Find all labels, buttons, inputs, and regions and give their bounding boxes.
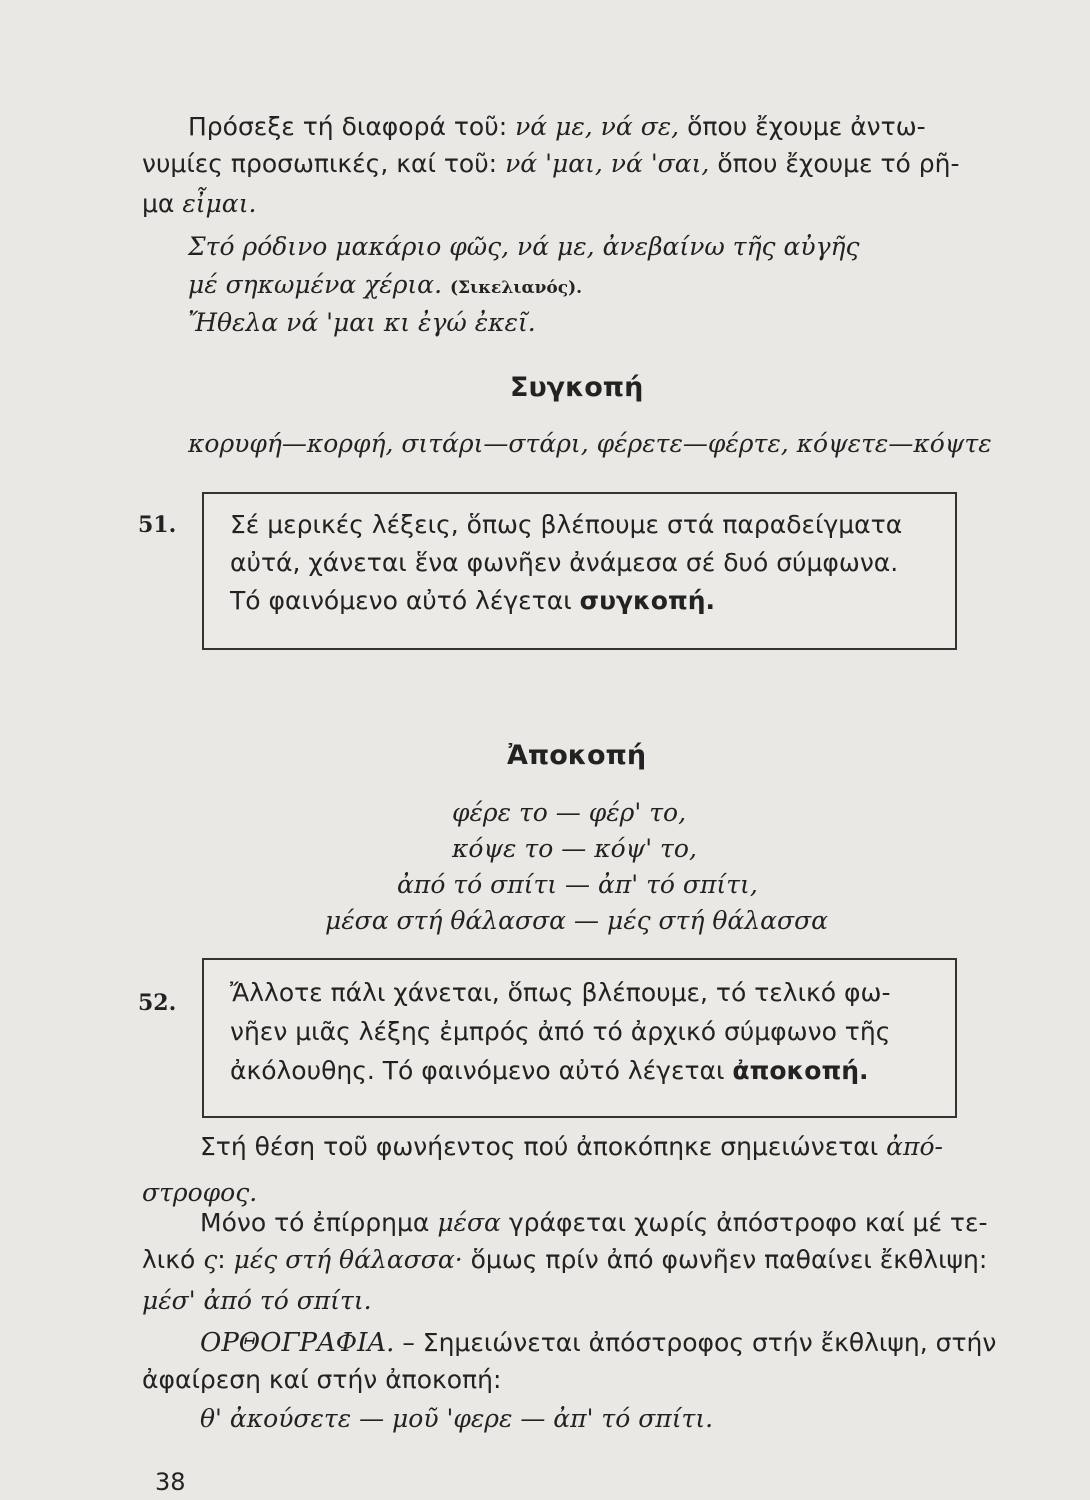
apocope-example-1: φέρε το — φέρ' το,	[452, 798, 687, 827]
intro-text: Πρόσεξε τή διαφορά τοῦ:	[188, 112, 516, 141]
body-text: :	[217, 1245, 234, 1274]
body-text: Στή θέση τοῦ φωνήεντος πού ἀποκόπηκε σημειώνεται	[200, 1132, 887, 1161]
orthography-label: ΟΡΘΟΓΡΑΦΙΑ.	[200, 1328, 395, 1358]
rule-52-box	[202, 958, 957, 1118]
rule-51-line-2: αὐτά, χάνεται ἕνα φωνῆεν ἀνάμεσα σέ δυό σύμφωνα.	[230, 548, 899, 577]
orthography-line-1	[200, 1326, 996, 1360]
syncope-heading: Συγκοπή	[510, 372, 644, 403]
rule-text: Τό φαινόμενο αὐτό λέγεται	[230, 586, 580, 615]
intro-line-1	[188, 110, 926, 144]
apostrophe-line-5: μέσ' ἀπό τό σπίτι.	[142, 1286, 372, 1315]
body-text: λικό	[142, 1245, 204, 1274]
poem-line-3: Ἤθελα νά 'μαι κι ἐγώ ἐκεῖ.	[188, 308, 536, 337]
body-text: γράφεται χωρίς ἀπόστροφο καί μέ τε-	[500, 1208, 988, 1237]
rule-text: ἀκόλουθης. Τό φαινόμενο αὐτό λέγεται	[230, 1056, 733, 1085]
apostrophe-line-4	[142, 1243, 987, 1277]
rule-term: συγκοπή.	[579, 586, 716, 615]
apostrophe-line-3	[200, 1206, 988, 1240]
intro-line-3	[142, 187, 256, 221]
body-term: μές στή θάλασσα·	[233, 1245, 463, 1274]
apostrophe-line-1	[200, 1130, 943, 1164]
rule-number-52: 52.	[138, 990, 177, 1016]
page-number: 38	[155, 1468, 186, 1496]
rule-51-line-1: Σέ μερικές λέξεις, ὅπως βλέπουμε στά παραδείγματα	[230, 510, 903, 539]
intro-text: νυμίες προσωπικές, καί τοῦ:	[142, 149, 506, 178]
body-term: μέσα	[437, 1208, 501, 1237]
rule-52-line-3	[230, 1054, 869, 1088]
intro-text: ὅπου ἔχουμε ἀντω-	[679, 112, 926, 141]
orthography-example: θ' ἀκούσετε — μοῦ 'φερε — ἀπ' τό σπίτι.	[200, 1404, 714, 1433]
rule-52-line-1: Ἄλλοτε πάλι χάνεται, ὅπως βλέπουμε, τό τελικό φω-	[230, 978, 891, 1007]
poem-line-2	[188, 268, 582, 305]
apocope-example-2: κόψε το — κόψ' το,	[452, 834, 697, 863]
orthography-line-2: ἀφαίρεση καί στήν ἀποκοπή:	[142, 1365, 502, 1394]
rule-52-line-2: νῆεν μιᾶς λέξης ἐμπρός ἀπό τό ἀρχικό σύμφωνο τῆς	[230, 1017, 891, 1046]
body-term: ἀπό-	[886, 1132, 943, 1161]
body-text: ὅμως πρίν ἀπό φωνῆεν παθαίνει ἔκθλιψη:	[462, 1245, 988, 1274]
apocope-example-3: ἀπό τό σπίτι — ἀπ' τό σπίτι,	[397, 870, 758, 899]
rule-number-51: 51.	[138, 512, 177, 538]
poet-attribution: (Σικελιανός).	[449, 278, 583, 298]
body-text: Μόνο τό ἐπίρρημα	[200, 1208, 438, 1237]
apocope-example-4: μέσα στή θάλασσα — μές στή θάλασσα	[325, 906, 829, 935]
poem-line-1: Στό ρόδινο μακάριο φῶς, νά με, ἀνεβαίνω τῆς αὐγῆς	[188, 232, 860, 261]
apostrophe-line-2: στροφος.	[142, 1178, 258, 1207]
intro-line-2	[142, 147, 960, 181]
rule-51-box	[202, 492, 957, 650]
intro-example: νά με, νά σε,	[515, 112, 680, 141]
apocope-heading: Ἀποκοπή	[507, 740, 647, 771]
intro-text: ὅπου ἔχουμε τό ρῆ-	[709, 149, 960, 178]
body-text: – Σημειώνεται ἀπόστροφος στήν ἔκθλιψη, στήν	[394, 1328, 997, 1357]
body-term: ς	[203, 1245, 218, 1274]
rule-51-line-3	[230, 584, 715, 618]
intro-example: εἶμαι.	[182, 189, 257, 218]
syncope-examples: κορυφή—κορφή, σιτάρι—στάρι, φέρετε—φέρτε, κόψετε—κόψτε	[188, 429, 992, 458]
rule-term: ἀποκοπή.	[732, 1056, 869, 1085]
poem-text: μέ σηκωμένα χέρια.	[188, 270, 443, 299]
intro-text: μα	[142, 189, 183, 218]
intro-example: νά 'μαι, νά 'σαι,	[505, 149, 710, 178]
